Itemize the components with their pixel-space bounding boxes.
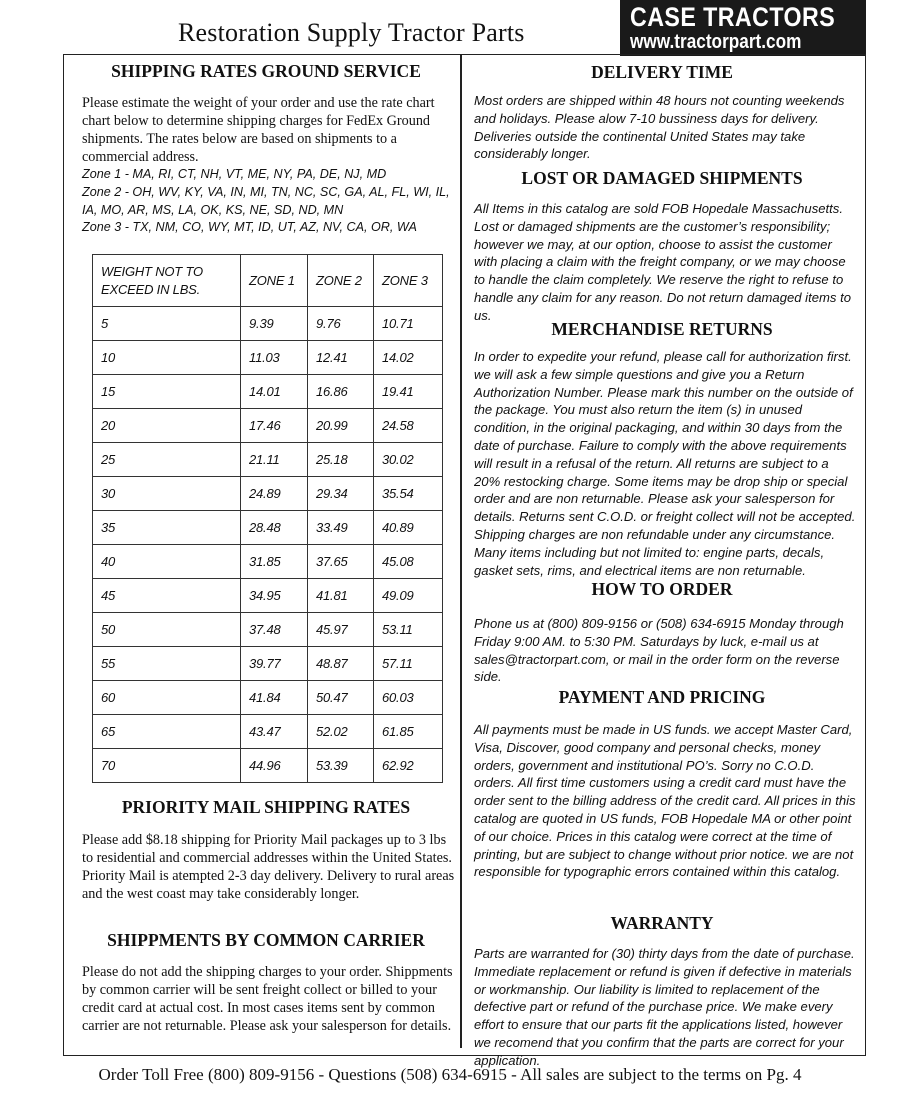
zone1-cell: 24.89 (241, 477, 308, 511)
ground-intro: Please estimate the weight of your order and use the rate chart chart below to determine shipping charges for FedEx Ground shipments. The rates below are based on shipments to a commercial address. (82, 95, 435, 165)
zone3-cell: 40.89 (374, 511, 443, 545)
zone1-cell: 39.77 (241, 647, 308, 681)
weight-header: WEIGHT NOT TO EXCEED IN LBS. (93, 255, 241, 307)
zone2-cell: 53.39 (308, 749, 374, 783)
zone2-header: ZONE 2 (308, 255, 374, 307)
rate-table-header (93, 255, 443, 307)
weight-cell: 70 (93, 749, 241, 783)
table-row (93, 409, 443, 443)
column-divider (460, 54, 462, 1048)
table-row (93, 307, 443, 341)
zone2-cell: 52.02 (308, 715, 374, 749)
warranty-heading: WARRANTY (610, 913, 714, 933)
zone1-cell: 9.39 (241, 307, 308, 341)
zone-list (82, 166, 460, 237)
zone2-cell: 37.65 (308, 545, 374, 579)
zone1-cell: 28.48 (241, 511, 308, 545)
lost-heading: LOST OR DAMAGED SHIPMENTS (521, 168, 803, 188)
zone3-cell: 24.58 (374, 409, 443, 443)
weight-cell: 5 (93, 307, 241, 341)
zone3-cell: 62.92 (374, 749, 443, 783)
page-title: Restoration Supply Tractor Parts (178, 18, 525, 47)
table-row (93, 579, 443, 613)
weight-cell: 15 (93, 375, 241, 409)
zone3-header: ZONE 3 (374, 255, 443, 307)
returns-heading: MERCHANDISE RETURNS (551, 319, 773, 339)
payment-heading: PAYMENT AND PRICING (558, 687, 766, 707)
table-row (93, 715, 443, 749)
zone3-cell: 10.71 (374, 307, 443, 341)
zone1-cell: 34.95 (241, 579, 308, 613)
zone2-cell: 50.47 (308, 681, 374, 715)
weight-cell: 10 (93, 341, 241, 375)
zone3-cell: 61.85 (374, 715, 443, 749)
zone1-cell: 43.47 (241, 715, 308, 749)
weight-cell: 40 (93, 545, 241, 579)
warranty-text: Parts are warranted for (30) thirty days from the date of purchase. Immediate replacement or refund is given if defective in materials or workmanship. Our liability is limited to replacement of the defective part or refund of the purchase price. We make every effort to ensure that our parts fit the applications listed, however we recomend that you confirm that the parts are correct for your application. (474, 946, 855, 1068)
table-row (93, 545, 443, 579)
zone1-cell: 37.48 (241, 613, 308, 647)
table-row (93, 511, 443, 545)
ground-heading: SHIPPING RATES GROUND SERVICE (111, 61, 421, 81)
weight-cell: 65 (93, 715, 241, 749)
order-heading: HOW TO ORDER (591, 579, 733, 599)
zone1-cell: 14.01 (241, 375, 308, 409)
zone2-cell: 41.81 (308, 579, 374, 613)
zone1-header: ZONE 1 (241, 255, 308, 307)
payment-text: All payments must be made in US funds. we accept Master Card, Visa, Discover, good company and personal checks, money orders, government and institutional PO’s. Sorry no C.O.D. orders. All first time customers using a credit card must have the order sent to the billing address of the credit card. All prices in this catalog are quoted in US funds, FOB Hopedale MA or other point of our choice. Prices in this catalog were correct at the time of printing, but are subject to change without prior notice. we are not responsible for typographic errors contained within this catalog. (474, 722, 856, 880)
table-row (93, 477, 443, 511)
zone2-cell: 9.76 (308, 307, 374, 341)
footer-text: Order Toll Free (800) 809-9156 - Questions (508) 634-6915 - All sales are subject to the terms on Pg. 4 (98, 1065, 802, 1084)
lost-text: All Items in this catalog are sold FOB Hopedale Massachusetts. Lost or damaged shipments are the customer’s responsibility; however we may, at our option, choose to assist the customer with placing a claim with the freight company, or we may choose to handle the claim completely. We reserve the right to refuse to handle any claim for any reason. Do not return damaged items to us. (474, 201, 852, 323)
weight-cell: 20 (93, 409, 241, 443)
zone1-cell: 21.11 (241, 443, 308, 477)
table-row (93, 681, 443, 715)
weight-cell: 45 (93, 579, 241, 613)
weight-cell: 25 (93, 443, 241, 477)
zone-3-text: Zone 3 - TX, NM, CO, WY, MT, ID, UT, AZ, NV, CA, OR, WA (82, 220, 417, 235)
zone3-cell: 19.41 (374, 375, 443, 409)
table-row (93, 749, 443, 783)
zone3-cell: 53.11 (374, 613, 443, 647)
table-row (93, 341, 443, 375)
zone1-cell: 11.03 (241, 341, 308, 375)
zone3-cell: 49.09 (374, 579, 443, 613)
returns-text: In order to expedite your refund, please call for authorization first. we will ask a few simple questions and give you a Return Authorization Number. Please mark this number on the outside of the package. You must also return the item (s) in unused condition, in the original packaging, and within 30 days from the date of purchase. Failure to comply with the above requirements will result in a refusal of the return. All returns are subject to a 20% restocking charge. Some items may be drop ship or special order and are non returnable. Please ask your salesperson for details. Returns sent C.O.D. or freight collect will not be accepted. Shipping charges are non refundable under any circumstance. Many items including but not limited to: engine parts, decals, gasket sets, rims, and electrical items are non returnable. (474, 349, 856, 578)
zone3-cell: 35.54 (374, 477, 443, 511)
zone2-cell: 20.99 (308, 409, 374, 443)
weight-cell: 55 (93, 647, 241, 681)
delivery-text: Most orders are shipped within 48 hours not counting weekends and holidays. Please alow 7-10 bussiness days for delivery. Deliveries outside the continental United States may take considerably longer. (474, 93, 845, 162)
zone2-cell: 25.18 (308, 443, 374, 477)
zone2-cell: 12.41 (308, 341, 374, 375)
weight-cell: 30 (93, 477, 241, 511)
zone3-cell: 45.08 (374, 545, 443, 579)
zone3-cell: 30.02 (374, 443, 443, 477)
order-text: Phone us at (800) 809-9156 or (508) 634-6915 Monday through Friday 9:00 AM. to 5:30 PM. Saturdays by luck, e-mail us at sales@tractorpart.com, or mail in the order form on the reverse side. (474, 616, 844, 685)
zone-2-text: Zone 2 - OH, WV, KY, VA, IN, MI, TN, NC, SC, GA, AL, FL, WI, IL, IA, MO, AR, MS, LA, OK, KS, NE, SD, ND, MN (82, 184, 450, 217)
zone1-cell: 31.85 (241, 545, 308, 579)
zone3-cell: 14.02 (374, 341, 443, 375)
priority-heading: PRIORITY MAIL SHIPPING RATES (121, 797, 411, 817)
zone1-cell: 44.96 (241, 749, 308, 783)
table-row (93, 375, 443, 409)
carrier-heading: SHIPPMENTS BY COMMON CARRIER (107, 930, 425, 950)
priority-text: Please add $8.18 shipping for Priority Mail packages up to 3 lbs to residential and commercial addresses within the United States. Priority Mail is atempted 2-3 day delivery. Delivery to rural areas and the west coast may take considerably longer. (82, 832, 455, 902)
weight-cell: 35 (93, 511, 241, 545)
zone2-cell: 33.49 (308, 511, 374, 545)
brand-url: www.tractorpart.com (630, 31, 802, 53)
zone1-cell: 41.84 (241, 681, 308, 715)
table-row (93, 443, 443, 477)
zone3-cell: 60.03 (374, 681, 443, 715)
zone1-cell: 17.46 (241, 409, 308, 443)
zone3-cell: 57.11 (374, 647, 443, 681)
carrier-text: Please do not add the shipping charges to your order. Shippments by common carrier will be sent freight collect or billed to your credit card at actual cost. In most cases items sent by common carrier are not returnable. Please ask your salesperson for details. (82, 964, 453, 1034)
zone2-cell: 16.86 (308, 375, 374, 409)
delivery-heading: DELIVERY TIME (591, 62, 733, 82)
brand-name: CASE TRACTORS (630, 2, 836, 32)
zone2-cell: 48.87 (308, 647, 374, 681)
zone2-cell: 45.97 (308, 613, 374, 647)
table-row (93, 613, 443, 647)
zone2-cell: 29.34 (308, 477, 374, 511)
rate-table (92, 254, 443, 783)
weight-cell: 60 (93, 681, 241, 715)
brand-banner (620, 0, 866, 56)
zone-1-text: Zone 1 - MA, RI, CT, NH, VT, ME, NY, PA, DE, NJ, MD (82, 167, 387, 181)
table-row (93, 647, 443, 681)
weight-cell: 50 (93, 613, 241, 647)
